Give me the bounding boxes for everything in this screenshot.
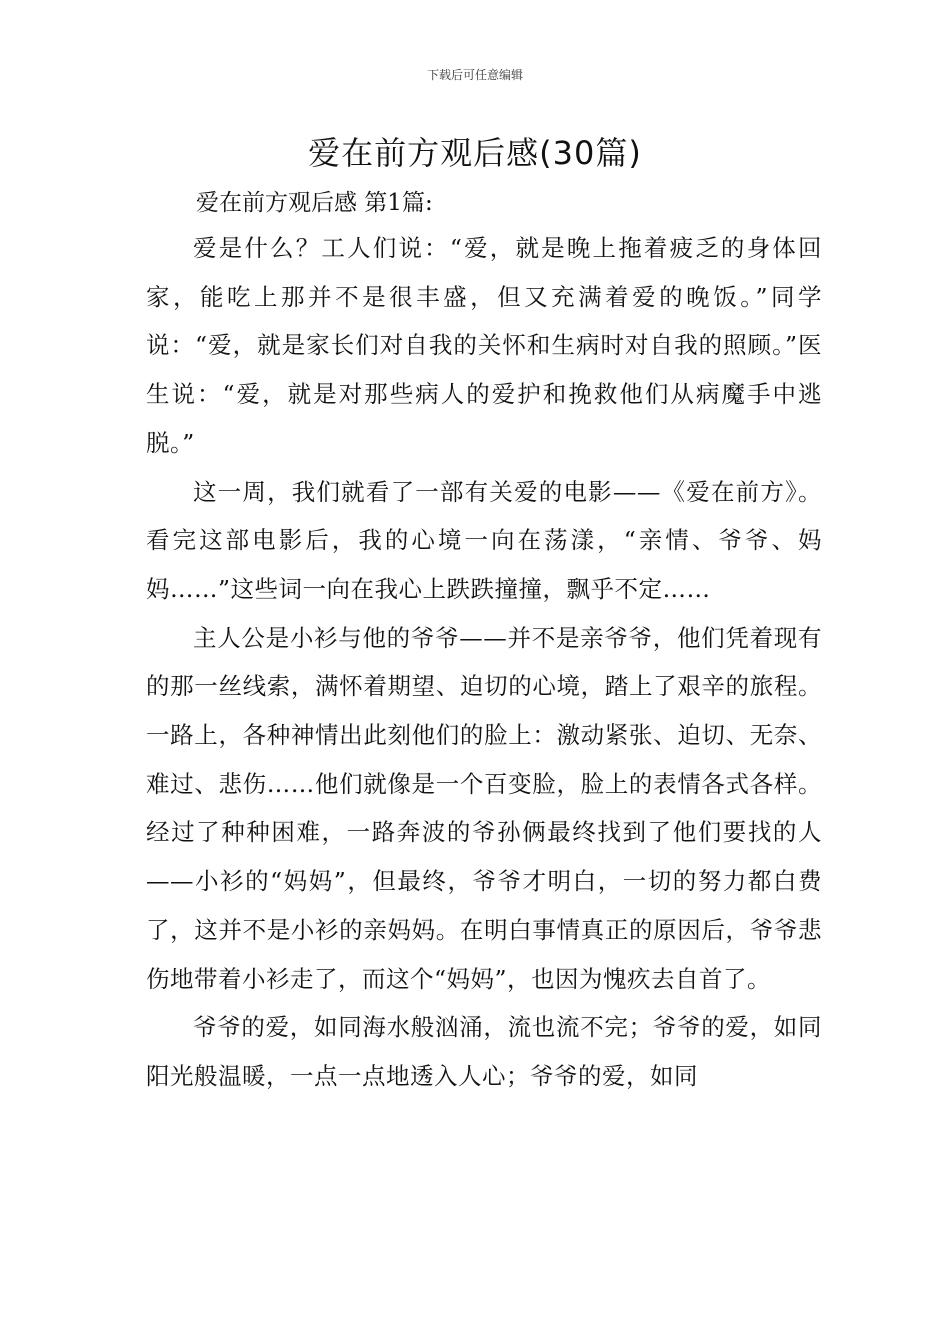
paragraph: 主人公是小衫与他的爷爷——并不是亲爷爷，他们凭着现有的那一丝线索，满怀着期望、迫切的心境，踏上了艰辛的旅程。一路上，各种神情出此刻他们的脸上：激动紧张、迫切、无奈、难过、悲伤……他们就像是一个百变脸，脸上的表情各式各样。经过了种种困难，一路奔波的爷孙俩最终找到了他们要找的人——小衫的“妈妈”，但最终，爷爷才明白，一切的努力都白费了，这并不是小衫的亲妈妈。在明白事情真正的原因后，爷爷悲伤地带着小衫走了，而这个“妈妈”，也因为愧疚去自首了。 (146, 623, 822, 993)
paragraph: 这一周，我们就看了一部有关爱的电影——《爱在前方》。看完这部电影后，我的心境一向在荡漾，“亲情、爷爷、妈妈……”这些词一向在我心上跌跌撞撞，飘乎不定…… (146, 477, 822, 603)
document-body (146, 224, 822, 1101)
section-heading: 爱在前方观后感 第1篇: (196, 190, 433, 216)
document-title: 爱在前方观后感(30篇) (308, 134, 642, 172)
paragraph: 爷爷的爱，如同海水般汹涌，流也流不完；爷爷的爱，如同阳光般温暖，一点一点地透入人心；爷爷的爱，如同 (146, 1013, 822, 1090)
paragraph: 爱是什么？工人们说：“爱，就是晚上拖着疲乏的身体回家，能吃上那并不是很丰盛，但又充满着爱的晚饭。”同学说：“爱，就是家长们对自我的关怀和生病时对自我的照顾。”医生说：“爱，就是对那些病人的爱护和挽救他们从病魔手中逃脱。” (146, 234, 822, 457)
header-note: 下载后可任意编辑 (426, 68, 523, 82)
